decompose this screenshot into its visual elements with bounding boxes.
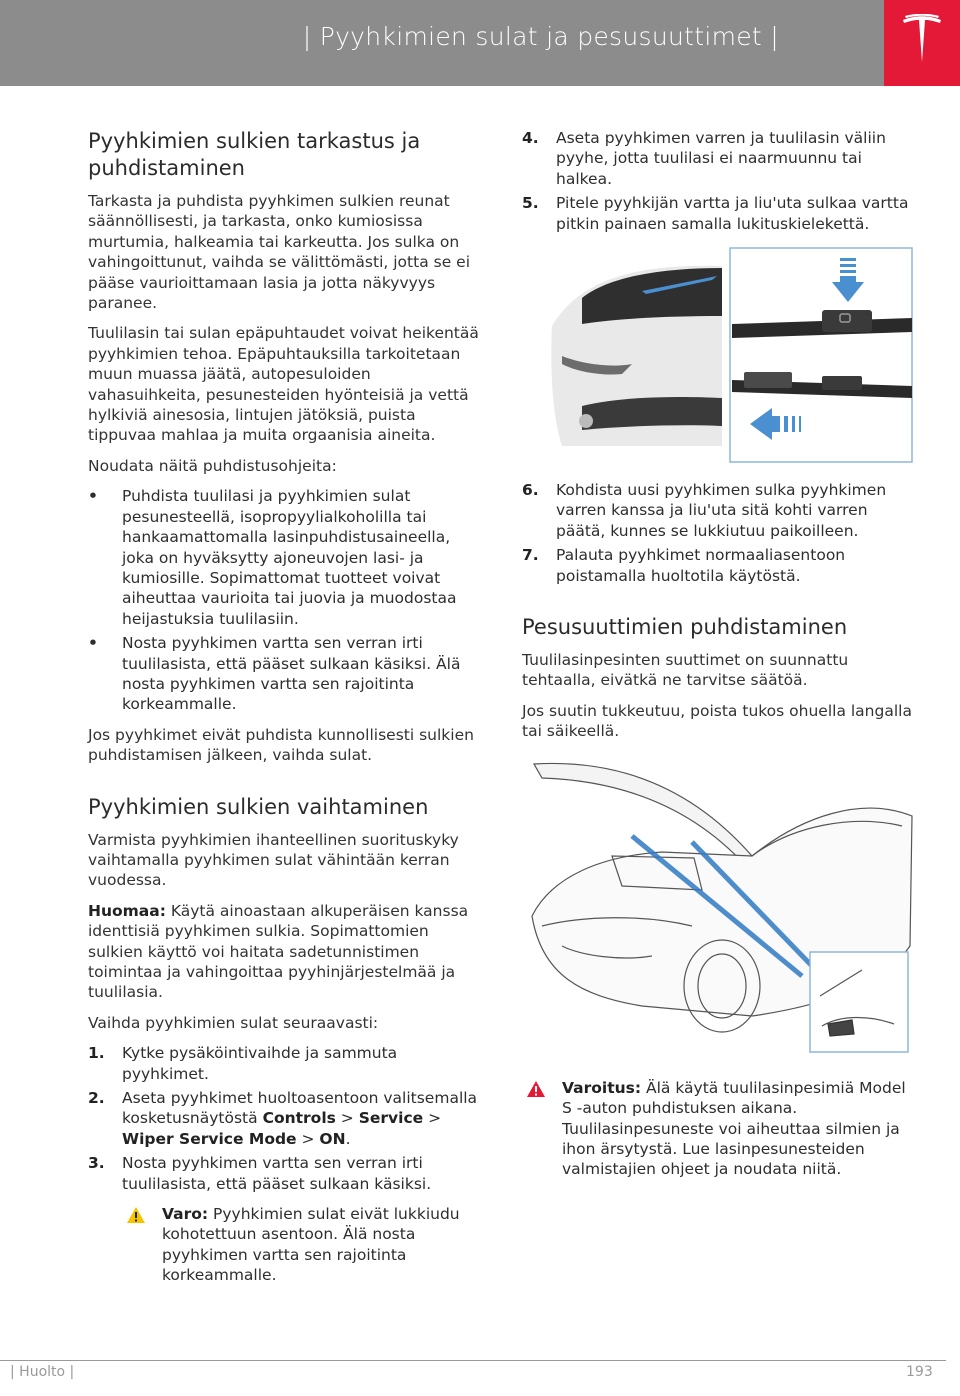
bullet-list — [88, 486, 482, 714]
warning-label: Varoitus: — [562, 1078, 642, 1097]
step-item — [88, 1153, 482, 1194]
menu-on: ON — [319, 1129, 346, 1148]
list-item — [88, 486, 482, 629]
wiper-blade-figure — [522, 246, 914, 466]
warning-icon — [526, 1080, 546, 1098]
step-number: 3. — [88, 1154, 105, 1173]
caution-icon — [126, 1206, 146, 1224]
paragraph: Noudata näitä puhdistusohjeita: — [88, 456, 337, 475]
step-text: Aseta pyyhkimet huoltoasentoon valitsemalla kosketusnäytöstä — [122, 1089, 478, 1128]
step-text: Kohdista uusi pyyhkimen sulka pyyhkimen varren kanssa ja liu'uta sitä kohti varren päätä, kunnes se lukkiutuu paikoilleen. — [556, 481, 887, 540]
left-column — [88, 128, 482, 1296]
paragraph: Tuulilasin tai sulan epäpuhtaudet voivat heikentää pyyhkimien tehoa. Epäpuhtauksilla tarkoitetaan muun muassa jäätä, autopesuloiden vahasuihkeita, pesunesteiden hyönteisiä ja vettä hylkiviä ainesosia, lintujen jätöksiä, puista tippuvaa mahlaa ja muita orgaanisia aineita. — [88, 324, 479, 445]
step-number: 6. — [522, 481, 539, 500]
footer-divider — [0, 1360, 946, 1361]
step-item — [522, 193, 914, 234]
washer-jet-illustration — [522, 756, 914, 1056]
caution-label: Varo: — [162, 1205, 209, 1224]
wiper-blade-illustration — [522, 246, 914, 466]
separator: > — [335, 1109, 359, 1128]
list-item — [88, 633, 482, 715]
steps-list-final — [522, 480, 914, 586]
step-item — [522, 545, 914, 586]
step-text: Aseta pyyhkimen varren ja tuulilasin väliin pyyhe, jotta tuulilasi ei naarmuunnu tai halkea. — [556, 129, 886, 188]
step-item — [88, 1043, 482, 1084]
paragraph: Vaihda pyyhkimien sulat seuraavasti: — [88, 1013, 379, 1032]
paragraph: Varmista pyyhkimien ihanteellinen suorituskyky vaihtamalla pyyhkimen sulat vähintään kerran vuodessa. — [88, 830, 459, 890]
note-text: Käytä ainoastaan alkuperäisen kanssa identtisiä pyyhkimen sulkia. Sopimattomien sulkien käyttö voi haitata sadetunnistimen toimintaa ja vahingoittaa pyyhinjärjestelmää ja tuulilasia. — [88, 901, 469, 1002]
step-item — [522, 480, 914, 541]
bullet-mark: • — [88, 634, 98, 653]
note-label: Huomaa: — [88, 901, 166, 920]
menu-controls: Controls — [262, 1109, 336, 1128]
footer-section: | Huolto | — [10, 1364, 75, 1380]
page-number: 193 — [906, 1364, 933, 1380]
step-text: Kytke pysäköintivaihde ja sammuta pyyhkimet. — [122, 1044, 398, 1083]
separator: > — [296, 1129, 320, 1148]
paragraph: Jos pyyhkimet eivät puhdista kunnollisesti sulkien puhdistamisen jälkeen, vaihda sulat. — [88, 725, 474, 765]
bullet-mark: • — [88, 487, 98, 506]
heading-replace-blades: Pyyhkimien sulkien vaihtaminen — [88, 794, 429, 819]
menu-wiper-mode: Wiper Service Mode — [122, 1129, 297, 1148]
page-header-bar — [0, 0, 884, 86]
step-number: 2. — [88, 1089, 105, 1108]
paragraph: Tuulilasinpesinten suuttimet on suunnattu tehtaalla, eivätkä ne tarvitse säätöä. — [522, 651, 849, 690]
caution-text: Pyyhkimien sulat eivät lukkiudu kohotettuun asentoon. Älä nosta pyyhkimen vartta sen rajoitinta korkeammalle. — [162, 1205, 460, 1285]
separator: > — [423, 1109, 442, 1128]
steps-list — [88, 1043, 482, 1194]
paragraph: Jos suutin tukkeutuu, poista tukos ohuella langalla tai säikeellä. — [522, 701, 912, 741]
step-text: Pitele pyyhkijän vartta ja liu'uta sulkaa vartta pitkin painaen samalla lukituskielekettä. — [556, 194, 909, 233]
step-number: 4. — [522, 129, 539, 147]
list-item-text: Puhdista tuulilasi ja pyyhkimien sulat pesunesteellä, isopropyylialkoholilla tai hankaamattomalla lasinpuhdistusaineella, joka on hyväksytty ajoneuvojen lasi- ja kumiosille. Sopimattomat tuotteet voivat aiheuttaa vaurioita tai juovia ja muodostaa heijastuksia tuulilasiin. — [122, 487, 457, 628]
brand-logo-box — [884, 0, 960, 86]
step-item — [88, 1088, 482, 1149]
step-number: 7. — [522, 546, 539, 565]
right-column — [522, 128, 914, 1180]
warning-note — [522, 1078, 914, 1180]
step-number: 5. — [522, 194, 539, 213]
step-number: 1. — [88, 1044, 105, 1063]
menu-service: Service — [358, 1109, 424, 1128]
section-title: | Pyyhkimien sulat ja pesusuuttimet | — [302, 22, 779, 51]
heading-washer-jets: Pesusuuttimien puhdistaminen — [522, 615, 848, 640]
list-item-text: Nosta pyyhkimen vartta sen verran irti tuulilasista, että pääset sulkaan käsiksi. Älä nosta pyyhkimen vartta sen rajoitinta korkeammalle. — [122, 634, 461, 714]
washer-jet-figure — [522, 756, 914, 1056]
note-paragraph — [88, 901, 482, 1003]
caution-note — [122, 1204, 482, 1286]
tesla-logo-icon — [901, 14, 943, 70]
warning-text: Älä käytä tuulilasinpesimiä Model S -auton puhdistuksen aikana. Tuulilasinpesuneste voi aiheuttaa silmien ja ihon ärsytystä. Lue lasinpesunesteiden valmistajien ohjeet ja noudata niitä. — [562, 1078, 906, 1179]
heading-inspect-clean: Pyyhkimien sulkien tarkastus ja puhdistaminen — [88, 129, 421, 180]
step-text: Palauta pyyhkimet normaaliasentoon poistamalla huoltotila käytöstä. — [556, 546, 846, 585]
period: . — [345, 1129, 351, 1148]
step-item — [522, 128, 914, 189]
paragraph: Tarkasta ja puhdista pyyhkimen sulkien reunat säännöllisesti, ja tarkasta, onko kumiosissa murtumia, halkeamia tai karkeutta. Jos sulka on vahingoittunut, vaihda se välittömästi, jotta se ei pääse vaurioittamaan lasia ja jotta näkyvyys paranee. — [88, 192, 470, 313]
steps-list-continued — [522, 128, 914, 234]
step-text: Nosta pyyhkimen vartta sen verran irti tuulilasista, että pääset sulkaan käsiksi. — [122, 1154, 432, 1193]
